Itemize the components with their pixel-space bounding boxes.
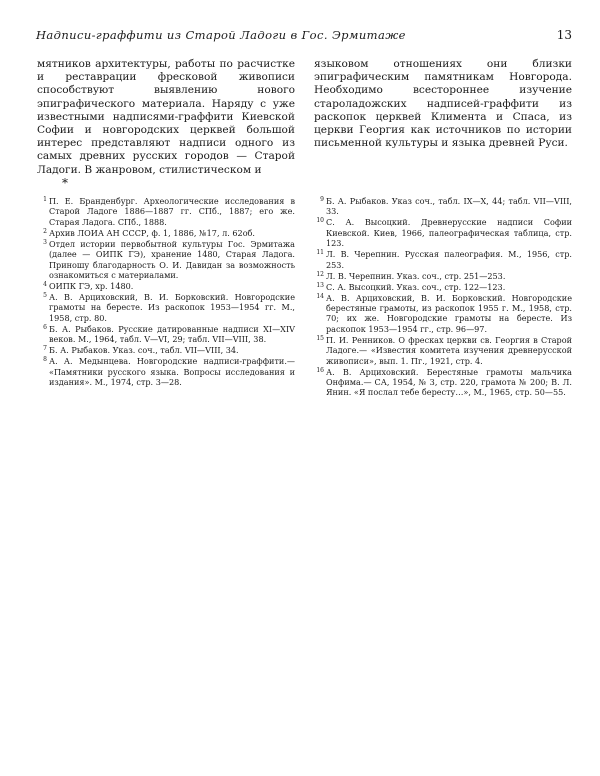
footnote [37,281,295,291]
footnote [37,239,295,281]
footnote [314,282,572,292]
footnote [314,271,572,281]
footnote-number: 13 [316,281,324,289]
footnote-number: 15 [316,334,324,342]
footnote-number: 12 [316,270,324,278]
footnote-text: П. Е. Бранденбург. Археологические исследования в Старой Ладоге 1886—1887 гг. СПб., 1887; его же. Старая Ладога. СПб., 1888. [49,196,295,227]
footnote [37,196,295,227]
footnote-text: Отдел истории первобытной культуры Гос. Эрмитажа (далее — ОИПК ГЭ), хранение 1480, Старая Ладога. Приношу благодарность О. И. Давидан за возможность ознакомиться с материалами. [49,238,295,281]
footnote-separator-asterisk: * [62,176,68,190]
footnote-text: Б. А. Рыбаков. Русские датированные надписи XI—XIV веков. М., 1964, табл. V—VI, 29; табл. VII—VIII, 38. [49,323,295,345]
footnote-text: С. А. Высоцкий. Указ. соч., стр. 122—123. [326,281,506,292]
footnote [314,217,572,248]
footnote [37,228,295,238]
footnote-number: 8 [43,356,47,364]
footnote-number: 6 [43,323,47,331]
footnote [314,249,572,270]
footnote-number: 11 [316,249,324,257]
footnote [314,196,572,217]
footnote-text: Б. А. Рыбаков. Указ соч., табл. IX—X, 44; табл. VII—VIII, 33. [326,196,572,217]
footnote-text: Л. В. Черепнин. Указ. соч., стр. 251—253. [326,270,506,281]
footnote [314,293,572,335]
footnote [37,345,295,355]
body-text-left-column: мятников архитектуры, работы по расчистке и реставрации фресковой живописи способствуют выявлению нового эпиграфического материала. Наряду с уже известными надписями-граффити Киевской Софии и новгородских церквей большой интерес представляют надписи одного из самых древних русских городов — Старой Ладоги. В жанровом, стилистическом и [37,58,295,176]
body-text-right-column: языковом отношениях они близки эпиграфическим памятникам Новгорода. Необходимо всестороннее изучение староладожских надписей-граффити из раскопок церквей Климента и Спаса, из церкви Георгия как источников по истории письменной культуры и языка древней Руси. [314,58,572,150]
footnote [37,356,295,387]
footnote-number: 5 [43,292,47,300]
footnote [314,367,572,398]
footnote-number: 2 [43,227,47,235]
footnote [37,324,295,345]
footnote-text: ОИПК ГЭ, хр. 1480. [49,281,134,292]
page-number: 13 [556,28,572,42]
footnote-number: 4 [43,281,47,289]
footnote-number: 7 [43,345,47,353]
footnotes-left-column [37,196,295,388]
running-title: Надписи-граффити из Старой Ладоги в Гос. Эрмитаже [36,28,406,42]
footnote [37,292,295,323]
footnote-number: 9 [320,196,324,203]
footnote-text: А. В. Арциховский, В. И. Борковский. Новгородские берестяные грамоты, из раскопок 1955 г. М., 1958, стр. 70; их же. Новгородские грамоты на бересте. Из раскопок 1953—1954 гг., стр. 96—97. [326,292,572,334]
footnote-number: 14 [316,292,324,300]
footnote-text: А. А. Медынцева. Новгородские надписи-граффити.— «Памятники русского языка. Вопросы исследования и издания». М., 1974, стр. 3—28. [49,356,295,388]
footnote-text: Л. В. Черепнин. Русская палеография. М., 1956, стр. 253. [326,249,572,270]
footnote-number: 1 [43,196,47,203]
footnote-text: Б. А. Рыбаков. Указ. соч., табл. VII—VIII, 34. [49,345,239,356]
footnote-text: П. И. Ренников. О фресках церкви св. Георгия в Старой Ладоге.— «Известия комитета изучения древнерусской живописи», вып. 1. Пг., 1921, стр. 4. [326,334,572,366]
running-header [36,28,572,48]
footnotes-right-column [314,196,572,398]
footnote-number: 3 [43,238,47,246]
footnote-text: С. А. Высоцкий. Древнерусские надписи Софии Киевской. Киев, 1966, палеографическая таблица, стр. 123. [326,217,572,249]
footnote-text: Архив ЛОИА АН СССР, ф. 1, 1886, №17, л. 62об. [49,227,256,238]
footnote-text: А. В. Арциховский, В. И. Борковский. Новгородские грамоты на бересте. Из раскопок 1953—1954 гг. М., 1958, стр. 80. [49,292,295,323]
footnote-number: 16 [316,366,324,374]
footnote [314,335,572,366]
footnote-number: 10 [316,217,324,225]
footnote-text: А. В. Арциховский. Берестяные грамоты мальчика Онфима.— СА, 1954, № 3, стр. 220, грамота № 200; В. Л. Янин. «Я послал тебе бересту…», М., 1965, стр. 50—55. [326,366,572,398]
